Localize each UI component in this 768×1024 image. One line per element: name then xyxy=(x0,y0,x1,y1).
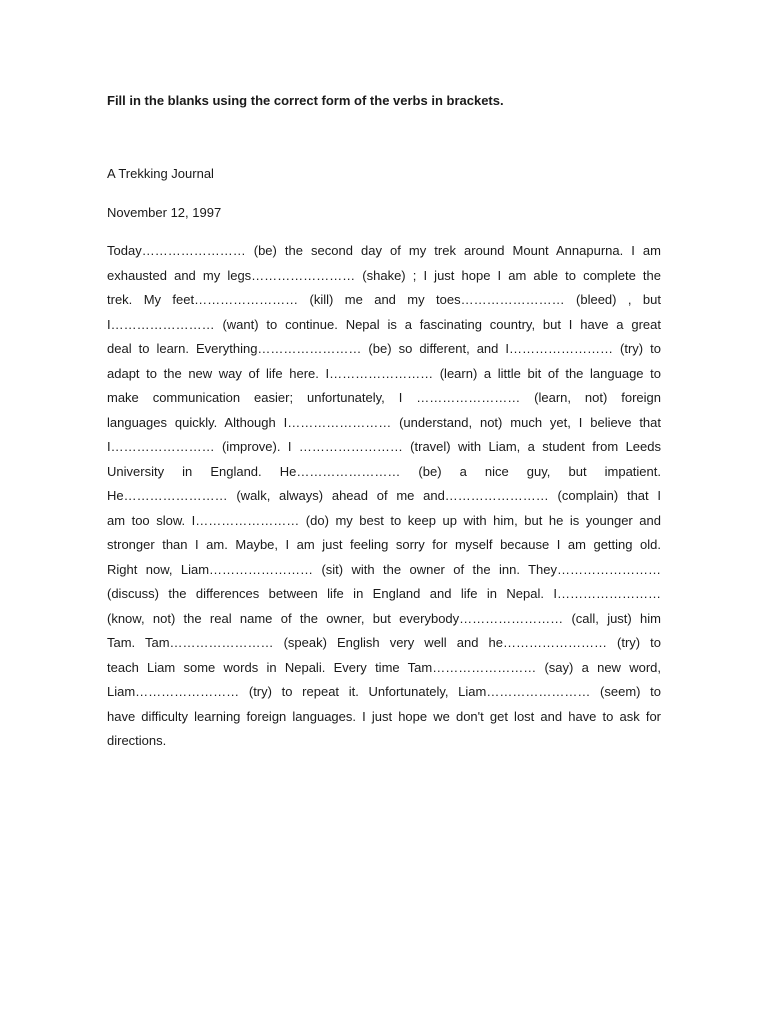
journal-date: November 12, 1997 xyxy=(107,205,222,220)
body-line: Tam. Tam…………………… (speak) English very well and he…………………… (try) to xyxy=(107,635,661,650)
body-line: Liam…………………… (try) to repeat it. Unfortunately, Liam…………………… (seem) to xyxy=(107,684,661,699)
body-line: Right now, Liam…………………… (sit) with the owner of the inn. They…………………… xyxy=(107,561,661,577)
body-line: (know, not) the real name of the owner, but everybody…………………… (call, just) him xyxy=(107,610,661,626)
body-line: He…………………… (walk, always) ahead of me and…………………… (complain) that I xyxy=(107,488,661,503)
body-line: I…………………… (improve). I …………………… (travel) with Liam, a student from Leeds xyxy=(107,439,661,454)
body-line: I…………………… (want) to continue. Nepal is a fascinating country, but I have a great xyxy=(107,316,661,332)
body-line: am too slow. I…………………… (do) my best to keep up with him, but he is younger and xyxy=(107,512,661,528)
body-line: University in England. He…………………… (be) a nice guy, but impatient. xyxy=(107,463,661,479)
journal-body xyxy=(107,239,661,754)
body-line: adapt to the new way of life here. I…………………… (learn) a little bit of the language to xyxy=(107,365,661,381)
body-line: Today…………………… (be) the second day of my trek around Mount Annapurna. I am xyxy=(107,243,661,258)
body-line: languages quickly. Although I…………………… (understand, not) much yet, I believe that xyxy=(107,414,661,430)
body-line: (discuss) the differences between life in England and life in Nepal. I…………………… xyxy=(107,586,661,601)
body-line: stronger than I am. Maybe, I am just feeling sorry for myself because I am getting old. xyxy=(107,537,661,552)
body-line: deal to learn. Everything…………………… (be) so different, and I…………………… (try) to xyxy=(107,341,661,356)
body-line: exhausted and my legs…………………… (shake) ; I just hope I am able to complete the xyxy=(107,267,661,283)
body-line: directions. xyxy=(107,733,167,748)
body-line: teach Liam some words in Nepali. Every time Tam…………………… (say) a new word, xyxy=(107,659,661,675)
journal-title: A Trekking Journal xyxy=(107,166,214,181)
body-line: make communication easier; unfortunately, I …………………… (learn, not) foreign xyxy=(107,390,661,405)
body-line: trek. My feet…………………… (kill) me and my toes…………………… (bleed) , but xyxy=(107,292,661,307)
body-line: have difficulty learning foreign languages. I just hope we don't get lost and have to ask for xyxy=(107,708,661,724)
instruction-heading: Fill in the blanks using the correct form of the verbs in brackets. xyxy=(107,93,504,108)
